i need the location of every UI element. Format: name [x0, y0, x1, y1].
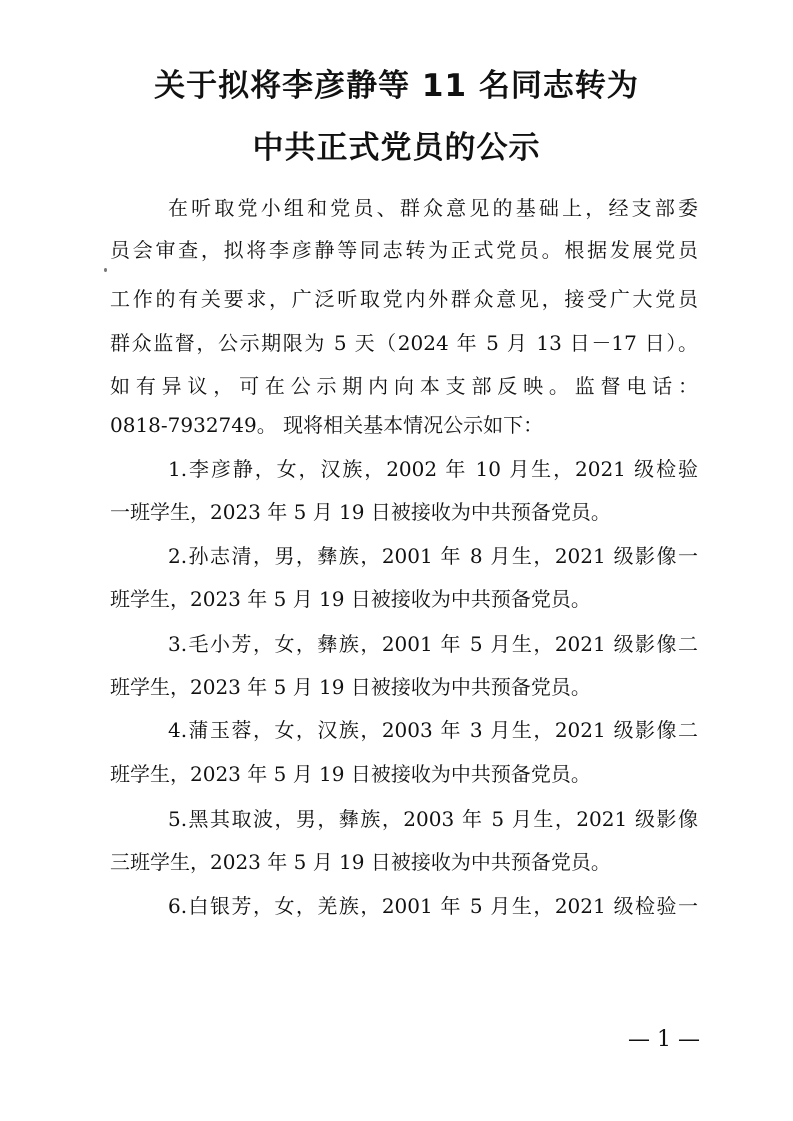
entry-6-line-1: 6.白银芳，女，羌族，2001 年 5 月生，2021 级检验一: [168, 894, 698, 918]
intro-line-1: 在听取党小组和党员、群众意见的基础上，经支部委: [168, 196, 698, 220]
entry-1-line-2: 一班学生，2023 年 5 月 19 日被接收为中共预备党员。: [110, 500, 611, 524]
entry-1-line-1: 1.李彦静，女，汉族，2002 年 10 月生，2021 级检验: [168, 457, 698, 481]
page-number: — 1 —: [628, 1027, 700, 1052]
entry-3-line-2: 班学生，2023 年 5 月 19 日被接收为中共预备党员。: [110, 675, 591, 699]
entry-2-line-2: 班学生，2023 年 5 月 19 日被接收为中共预备党员。: [110, 587, 591, 611]
title-line-1: 关于拟将李彦静等 11 名同志转为: [154, 68, 639, 104]
entry-3-line-1: 3.毛小芳，女，彝族，2001 年 5 月生，2021 级影像二: [168, 632, 698, 656]
intro-line-4: 群众监督，公示期限为 5 天（2024 年 5 月 13 日－17 日）。: [110, 331, 698, 355]
intro-line-5: 如有异议，可在公示期内向本支部反映。监督电话：: [110, 374, 698, 398]
entry-4-line-1: 4.蒲玉蓉，女，汉族，2003 年 3 月生，2021 级影像二: [168, 718, 698, 742]
entry-4-line-2: 班学生，2023 年 5 月 19 日被接收为中共预备党员。: [110, 762, 591, 786]
intro-line-6: 0818-7932749。 现将相关基本情况公示如下：: [110, 413, 544, 437]
intro-line-2: 员会审查，拟将李彦静等同志转为正式党员。根据发展党员: [110, 238, 698, 262]
title-line-2: 中共正式党员的公示: [252, 130, 541, 166]
scan-speck: [104, 268, 107, 272]
entry-5-line-1: 5.黑其取波，男，彝族，2003 年 5 月生，2021 级影像: [168, 807, 698, 831]
entry-5-line-2: 三班学生，2023 年 5 月 19 日被接收为中共预备党员。: [110, 850, 611, 874]
entry-2-line-1: 2.孙志清，男，彝族，2001 年 8 月生，2021 级影像一: [168, 544, 698, 568]
intro-line-3: 工作的有关要求，广泛听取党内外群众意见，接受广大党员: [110, 287, 698, 311]
